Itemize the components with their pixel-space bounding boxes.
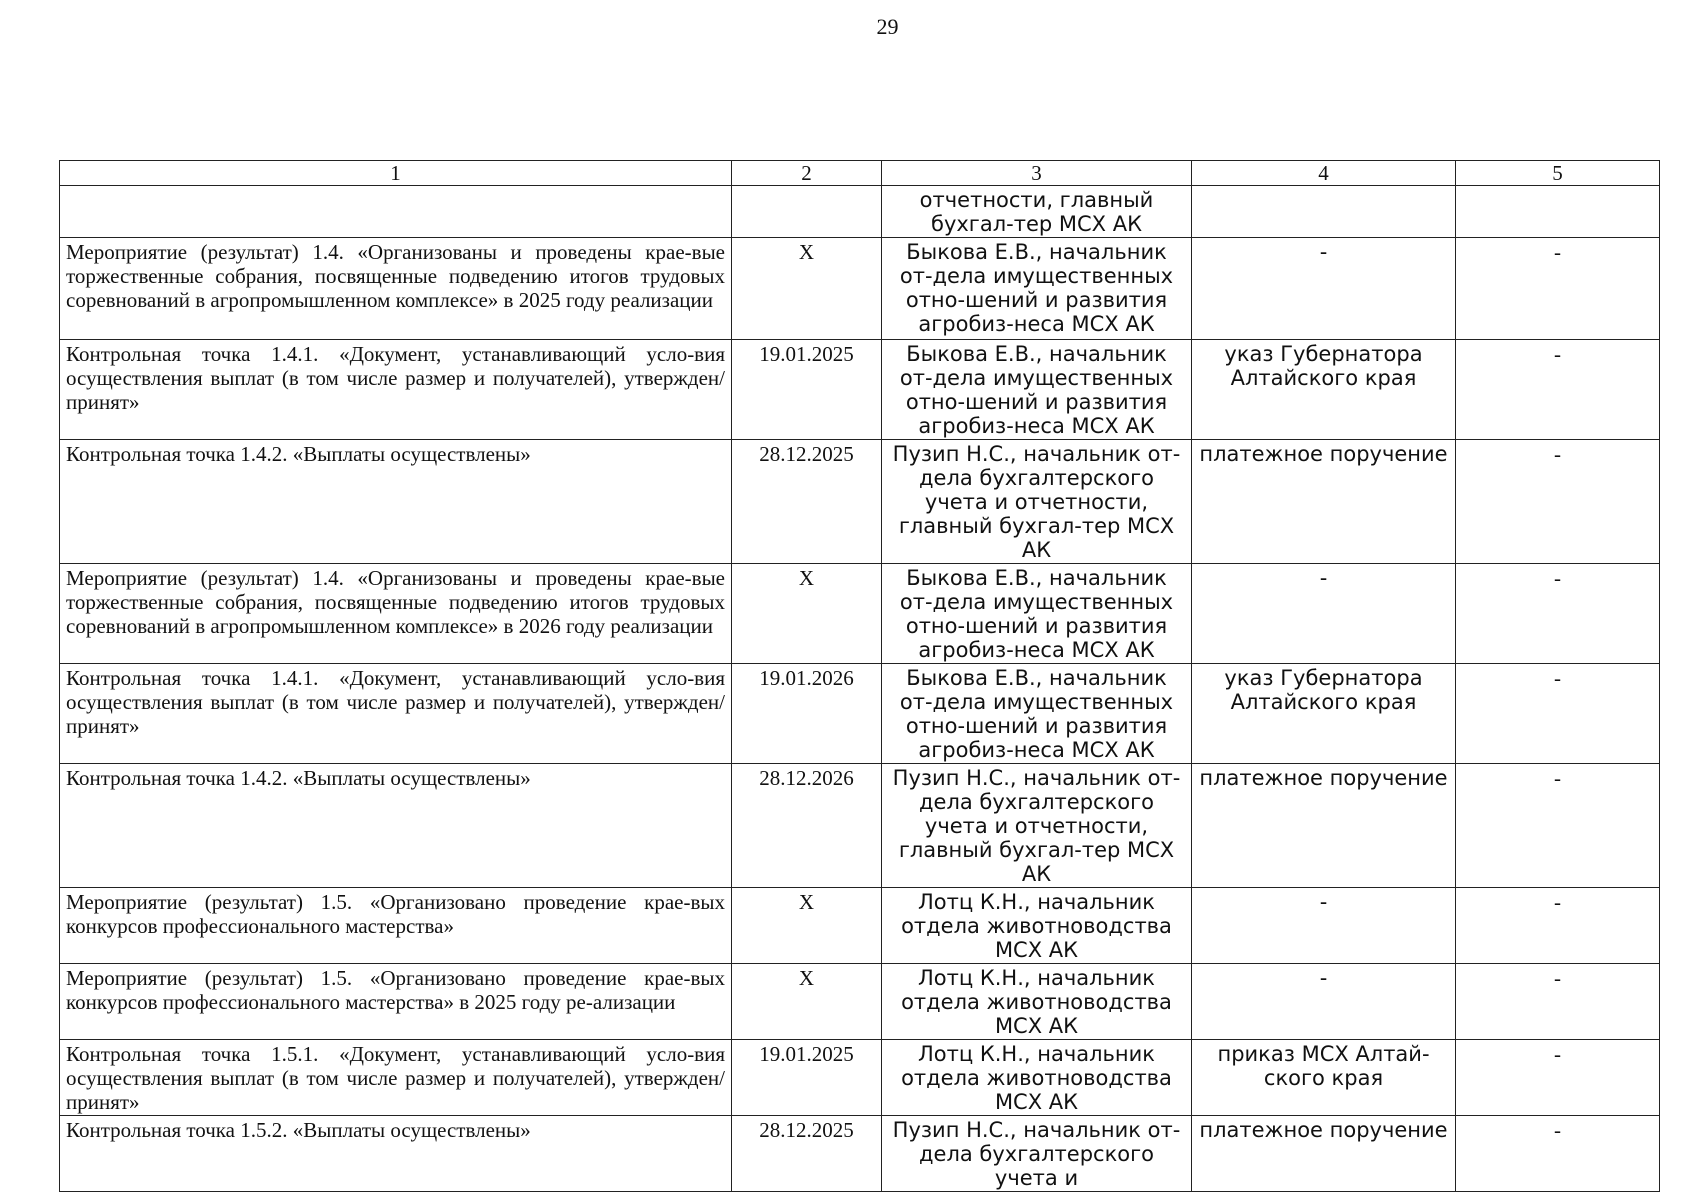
cell-date: 19.01.2025 [732,340,882,440]
table-row [60,664,1660,764]
cell-responsible: Пузип Н.С., начальник от-дела бухгалтерского учета и [882,1116,1192,1192]
cell-date: 28.12.2025 [732,440,882,564]
table-header-row [60,161,1660,186]
table-row [60,1116,1660,1192]
cell-document: платежное поручение [1192,764,1456,888]
cell-responsible: Быкова Е.В., начальник от-дела имущественных отно-шений и развития агробиз-неса МСХ АК [882,664,1192,764]
cell-extra [1456,186,1660,238]
cell-responsible: Быкова Е.В., начальник от-дела имущественных отно-шений и развития агробиз-неса МСХ АК [882,238,1192,340]
cell-date [732,186,882,238]
column-header: 3 [882,161,1192,186]
cell-name: Мероприятие (результат) 1.4. «Организованы и проведены крае-вые торжественные собрания, посвященные подведению итогов трудовых соревнований в агропромышленном комплексе» в 2025 году реализации [60,238,732,340]
table-row [60,764,1660,888]
cell-extra: - [1456,1040,1660,1116]
cell-document: указ Губернатора Алтайского края [1192,340,1456,440]
cell-extra: - [1456,440,1660,564]
cell-responsible: Лотц К.Н., начальник отдела животноводства МСХ АК [882,1040,1192,1116]
cell-name [60,186,732,238]
cell-responsible: отчетности, главный бухгал-тер МСХ АК [882,186,1192,238]
table-row [60,440,1660,564]
cell-extra: - [1456,1116,1660,1192]
table-row [60,564,1660,664]
table-row [60,888,1660,964]
cell-date: X [732,564,882,664]
table-row [60,186,1660,238]
column-header: 2 [732,161,882,186]
cell-name: Мероприятие (результат) 1.5. «Организовано проведение крае-вых конкурсов профессионального мастерства» [60,888,732,964]
control-points-table [59,160,1660,1192]
cell-document [1192,186,1456,238]
cell-date: X [732,888,882,964]
column-header: 4 [1192,161,1456,186]
cell-responsible: Быкова Е.В., начальник от-дела имущественных отно-шений и развития агробиз-неса МСХ АК [882,340,1192,440]
cell-responsible: Лотц К.Н., начальник отдела животноводства МСХ АК [882,964,1192,1040]
cell-name: Мероприятие (результат) 1.5. «Организовано проведение крае-вых конкурсов профессионального мастерства» в 2025 году ре-ализации [60,964,732,1040]
cell-document: приказ МСХ Алтай-ского края [1192,1040,1456,1116]
cell-extra: - [1456,564,1660,664]
cell-name: Контрольная точка 1.5.2. «Выплаты осуществлены» [60,1116,732,1192]
cell-name: Контрольная точка 1.4.2. «Выплаты осуществлены» [60,440,732,564]
cell-extra: - [1456,888,1660,964]
cell-name: Контрольная точка 1.4.2. «Выплаты осуществлены» [60,764,732,888]
cell-document: - [1192,964,1456,1040]
cell-name: Контрольная точка 1.4.1. «Документ, устанавливающий усло-вия осуществления выплат (в том числе размер и получателей), утвержден/принят» [60,664,732,764]
cell-date: 19.01.2026 [732,664,882,764]
cell-document: платежное поручение [1192,1116,1456,1192]
page-number: 29 [876,14,899,39]
cell-document: - [1192,238,1456,340]
cell-extra: - [1456,664,1660,764]
cell-date: 19.01.2025 [732,1040,882,1116]
table-row [60,964,1660,1040]
cell-name: Контрольная точка 1.4.1. «Документ, устанавливающий усло-вия осуществления выплат (в том числе размер и получателей), утвержден/принят» [60,340,732,440]
cell-date: 28.12.2025 [732,1116,882,1192]
cell-document: платежное поручение [1192,440,1456,564]
cell-extra: - [1456,764,1660,888]
table-row [60,1040,1660,1116]
cell-date: X [732,964,882,1040]
cell-extra: - [1456,238,1660,340]
cell-responsible: Пузип Н.С., начальник от-дела бухгалтерского учета и отчетности, главный бухгал-тер МСХ АК [882,764,1192,888]
cell-document: указ Губернатора Алтайского края [1192,664,1456,764]
cell-extra: - [1456,340,1660,440]
cell-document: - [1192,564,1456,664]
table-row [60,340,1660,440]
cell-name: Контрольная точка 1.5.1. «Документ, устанавливающий усло-вия осуществления выплат (в том числе размер и получателей), утвержден/принят» [60,1040,732,1116]
cell-responsible: Лотц К.Н., начальник отдела животноводства МСХ АК [882,888,1192,964]
cell-name: Мероприятие (результат) 1.4. «Организованы и проведены крае-вые торжественные собрания, посвященные подведению итогов трудовых соревнований в агропромышленном комплексе» в 2026 году реализации [60,564,732,664]
cell-responsible: Пузип Н.С., начальник от-дела бухгалтерского учета и отчетности, главный бухгал-тер МСХ АК [882,440,1192,564]
cell-date: 28.12.2026 [732,764,882,888]
cell-date: X [732,238,882,340]
cell-extra: - [1456,964,1660,1040]
table-row [60,238,1660,340]
column-header: 1 [60,161,732,186]
cell-responsible: Быкова Е.В., начальник от-дела имущественных отно-шений и развития агробиз-неса МСХ АК [882,564,1192,664]
cell-document: - [1192,888,1456,964]
column-header: 5 [1456,161,1660,186]
